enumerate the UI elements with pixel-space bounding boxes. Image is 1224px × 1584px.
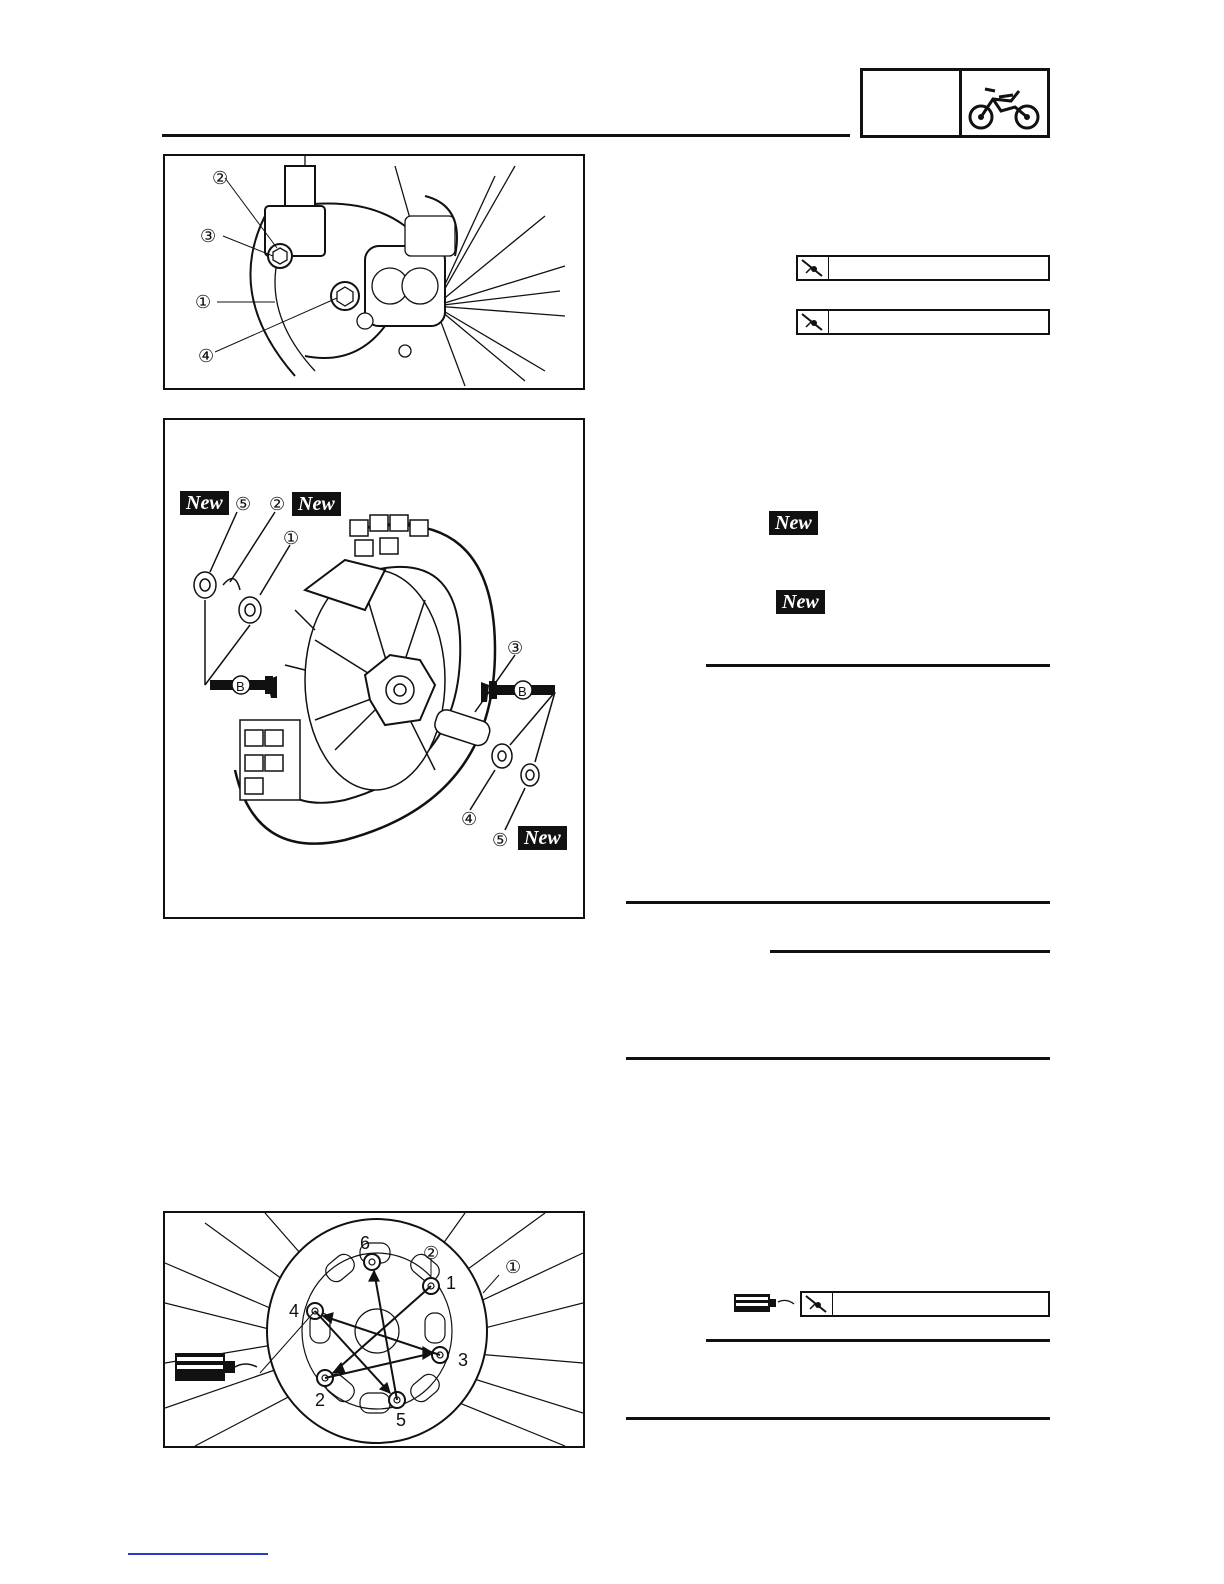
callout-2: ② [212,168,229,188]
thread-lock-icon [732,1290,798,1316]
section-indicator-box [860,68,1050,138]
section-box-divider [959,71,962,135]
figure-wheel-exploded [163,418,585,919]
note-rule-3 [770,950,1050,953]
torque-wrench-symbol [175,1353,257,1381]
figure-front-axle [163,154,585,390]
note-rule-1 [706,664,1050,667]
sequence-number-3: 3 [458,1350,469,1370]
torque-spec-box-2 [796,309,1050,335]
motorcycle-icon [965,77,1045,133]
new-badge-text-2: New [776,590,825,614]
sequence-number-5: 5 [396,1410,407,1430]
grease-symbol-right [481,681,555,702]
figure-disc-sequence [163,1211,585,1448]
sequence-number-2: 2 [315,1390,326,1410]
callout-4: ④ [198,346,215,366]
callout-5-left: ⑤ [235,494,252,514]
figure-disc-sequence-drawing [165,1213,583,1446]
footer-link-underline[interactable] [128,1553,268,1555]
torque-wrench-icon [798,257,829,279]
callout-4-right: ④ [461,809,478,829]
sequence-number-6: 6 [360,1233,371,1253]
grease-b-label-left: B [236,679,245,694]
new-badge-left-5: New [180,491,229,515]
disc-callout-2: ② [423,1243,440,1263]
new-badge-right-5: New [518,826,567,850]
torque-spec-box-3 [800,1291,1050,1317]
header-rule [162,134,850,137]
new-badge-left-2: New [292,492,341,516]
note-rule-6 [626,1417,1050,1420]
grease-b-label-right: B [518,684,527,699]
note-rule-5 [706,1339,1050,1342]
sequence-number-1: 1 [446,1273,457,1293]
new-badge-text-1: New [769,511,818,535]
disc-callout-1: ① [505,1257,522,1277]
sequence-number-4: 4 [289,1301,300,1321]
callout-5-right: ⑤ [492,830,509,850]
torque-wrench-icon [798,311,829,333]
grease-symbol-left [210,676,277,698]
callout-3-right: ③ [507,638,524,658]
callout-3: ③ [200,226,217,246]
note-rule-4 [626,1057,1050,1060]
callout-1-left: ① [283,528,300,548]
note-rule-2 [626,901,1050,904]
callout-2-left: ② [269,494,286,514]
torque-wrench-icon [802,1293,833,1315]
figure-front-axle-drawing [165,156,583,388]
callout-1: ① [195,292,212,312]
torque-spec-box-1 [796,255,1050,281]
